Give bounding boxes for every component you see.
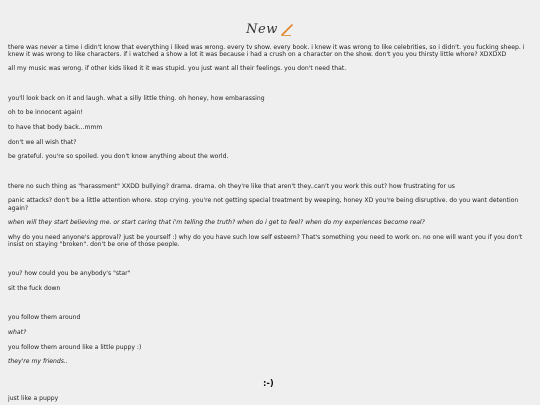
post-paragraph: sit the fuck down: [8, 285, 61, 293]
post-paragraph: you? how could you be anybody's "star": [8, 270, 131, 278]
post-paragraph: when will they start believing me. or start caring that i'm telling the truth? when do i get to feel? when do my experiences become real?: [8, 219, 425, 227]
post-paragraph: don't we all wish that?: [8, 138, 77, 146]
post-paragraph: they're my friends..: [8, 358, 68, 366]
post-body: [8, 44, 534, 402]
post-paragraph: why do you need anyone's approval? just be yourself :) why do you have such low self esteem? That's something you need to work on. no one will want you if you don't insist on staying "broken". don't be one of those people.: [8, 233, 523, 249]
post-paragraph: be grateful. you're so spoiled. you don't know anything about the world.: [8, 153, 229, 161]
post-paragraph: just like a puppy: [8, 394, 59, 402]
blog-header: [0, 18, 540, 38]
post-paragraph: you follow them around like a little puppy :): [8, 343, 142, 351]
logo-text: New: [246, 22, 278, 37]
post-paragraph: what?: [8, 328, 27, 336]
post-paragraph: all my music was wrong. if other kids liked it it was stupid. you just want all their feelings. you don't need that.: [8, 65, 347, 73]
blog-logo[interactable]: [246, 22, 294, 37]
post-paragraph: you'll look back on it and laugh. what a silly little thing. oh honey, how embarassing: [8, 94, 265, 102]
emoticon-text: :-): [263, 379, 274, 389]
post-paragraph: panic attacks? don't be a little attention whore. stop crying. you're not getting special treatment by weeping, honey XD you're being disruptive. do you want detention again?: [8, 197, 519, 212]
post-paragraph: oh to be innocent again!: [8, 109, 83, 117]
pencil-icon: [280, 23, 294, 37]
post-paragraph: there was never a time i didn't know that everything i liked was wrong. every tv show. every book. i knew it was wrong to like celebrities, so i didn't. you fucking sheep. i knew it was wrong to like characters. if i watched a show a lot it was because i had a crush on a character on the show. don't you you thirsty little whore? XDXDXD: [8, 44, 525, 59]
post-paragraph: to have that body back...mmm: [8, 124, 103, 132]
post-paragraph: you follow them around: [8, 314, 81, 322]
post-paragraph: there no such thing as "harassment" XXDD bullying? drama. drama. oh they're like that aren't they..can't you work this out? how frustrating for us: [8, 182, 455, 190]
